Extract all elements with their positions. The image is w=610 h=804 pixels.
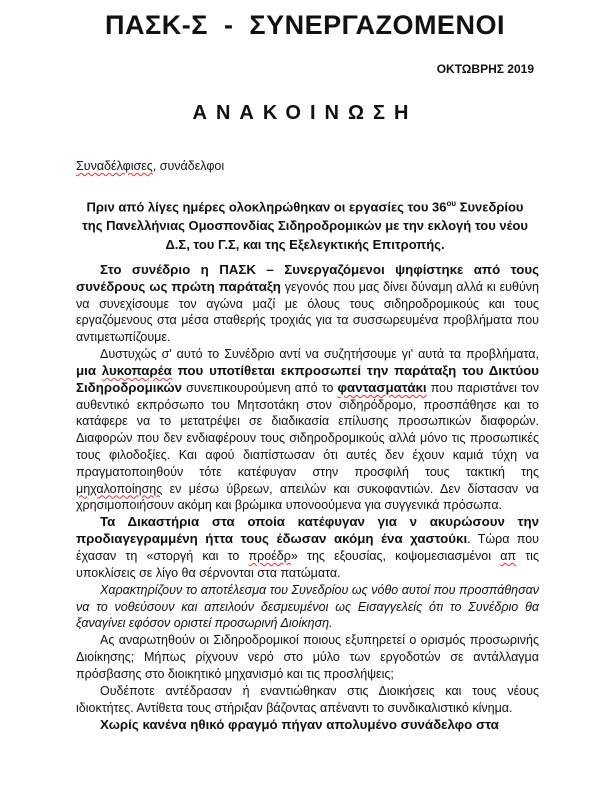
organization-title: ΠΑΣΚ-Σ - ΣΥΝΕΡΓΑΖΟΜΕΝΟΙ (105, 10, 505, 40)
greeting-word: Συναδέλφισες (76, 159, 153, 173)
p2-text-2: συνεπικουρούμενη από το (182, 380, 338, 395)
paragraph-1 (76, 262, 539, 346)
greeting-rest: , συνάδελφοι (152, 159, 225, 173)
paragraph-7 (76, 717, 539, 734)
intro-paragraph (80, 194, 530, 254)
intro-text-2: Συνεδρίου της Πανελλήνιας Ομοσπονδίας Σιδηροδρομικών με την εκλογή του νέου Δ.Σ, του Γ.Σ, και της Εξελεγκτικής Επιτροπής. (81, 199, 528, 253)
p2-bold-2: που υποτίθεται εκπροσωπεί την παράταξη του Δικτύου Σιδηροδρομικών (76, 362, 540, 395)
p3-text-2: » της εξουσίας, κοψομεσιασμένοι (290, 548, 501, 563)
paragraph-5 (76, 632, 539, 682)
p3-bold: Τα Δικαστήρια στα οποία κατέφυγαν για ν ακυρώσουν την προδιαγεγραμμένη ήττα τους έδωσαν ακόμη ένα χαστούκι (76, 514, 539, 547)
paragraph-2 (76, 346, 539, 514)
p6-text: Ουδέποτε αντέδρασαν ή εναντιώθηκαν στις Διοικήσεις και τους νέους ιδιοκτήτες. Αντίθετα τους στήριξαν βάζοντας απέναντι το συνδικαλιστικό κίνημα. (76, 683, 539, 715)
document-heading: ΑΝΑΚΟΙΝΩΣΗ (192, 102, 418, 124)
p2-text-1: Δυστυχώς σ' αυτό το Συνέδριο αντί να συζητήσουμε γι' αυτά τα προβλήματα, (100, 347, 539, 362)
p1-bold: Στο συνέδριο η ΠΑΣΚ – Συνεργαζόμενοι ψηφίστηκε από τους συνέδρους ως πρώτη παράταξη (76, 262, 539, 294)
p2-bold-flagged-2: φαντασματάκι (337, 379, 427, 395)
intro-text-1: Πριν από λίγες ημέρες ολοκληρώθηκαν οι εργασίες του 36 (86, 199, 447, 215)
paragraph-6 (76, 683, 539, 717)
p3-flagged-word-2: απ (500, 548, 517, 563)
p2-bold-flagged: λυκοπαρέα (101, 362, 172, 378)
p3-flagged-word: προέδρ (248, 548, 291, 563)
p7-bold: Χωρίς κανένα ηθικό φραγμό πήγαν απολυμένο συνάδελφο στα (100, 716, 499, 732)
intro-superscript: ου (446, 199, 457, 208)
p5-text: Ας αναρωτηθούν οι Σιδηροδρομικοί ποιους εξυπηρετεί ο ορισμός προσωρινής Διοίκησης; Μήπως ρίχνουν νερό στο μύλο των εργοδοτών σε αντάλλαγμα πρόσβασης στο διοικητικό μηχανισμό και τις προσλήψεις; (76, 633, 539, 681)
paragraph-3 (76, 514, 539, 581)
p2-text-3: που παριστάνει τον αυθεντικό εκπρόσωπο του Μητσοτάκη στον σιδηρόδρομο, προσπάθησε και το κατάφερε να το μετατρέψει σε διαδικασία επίλυσης προσωπικών διαφορών. Διαφορών που δεν ενδιαφέρουν τους σιδηροδρομικούς αλλά μόνο τις προσωπικές τους φιλοδοξίες. Και αφού διαπίστωσαν ότι αυτές δεν έχουν καμιά τύχη να πραγματοποιηθούν τότε κατέφυγαν στην προσφιλή τους τακτική της (76, 380, 539, 479)
document-date: ΟΚΤΩΒΡΗΣ 2019 (436, 62, 534, 76)
p2-text-4: εν μέσω ύβρεων, απειλών και συκοφαντιών. Δεν δίστασαν να χρησιμοποιήσουν ακόμη και βρώμικα υπονοούμενα για συγγενικά πρόσωπα. (76, 481, 539, 513)
paragraph-4 (76, 582, 539, 632)
p3-text-3: τις υποκλίσεις σε λίγο θα σέρνονται στα πατώματα. (76, 548, 539, 580)
greeting-line (76, 159, 224, 173)
body-text (76, 262, 539, 734)
p4-italic: Χαρακτηρίζουν το αποτέλεσμα του Συνεδρίου ως νόθο αυτοί που προσπάθησαν να το νοθεύσουν και απειλούν δεσμευμένοι ως Εισαγγελείς ότι το Συνέδριο θα ξαναγίνει εφόσον οριστεί προσωρινή Διοίκηση. (76, 582, 539, 631)
p1-text: γεγονός που μας δίνει δύναμη αλλά κι ευθύνη να συνεχίσουμε τον αγώνα μαζί με όλους τους σιδηροδρομικούς και τους εργαζόμενους στα μέσα σταθερής τροχιάς για τα συσσωρευμένα προβλήματα που αντιμετωπίζουμε. (76, 279, 539, 345)
p2-bold-1: μια (76, 362, 102, 378)
p3-text-1: . Τώρα που έχασαν τη «στοργή και το (76, 532, 539, 563)
p2-flagged-word: μηχαλοποίησης (76, 481, 163, 496)
